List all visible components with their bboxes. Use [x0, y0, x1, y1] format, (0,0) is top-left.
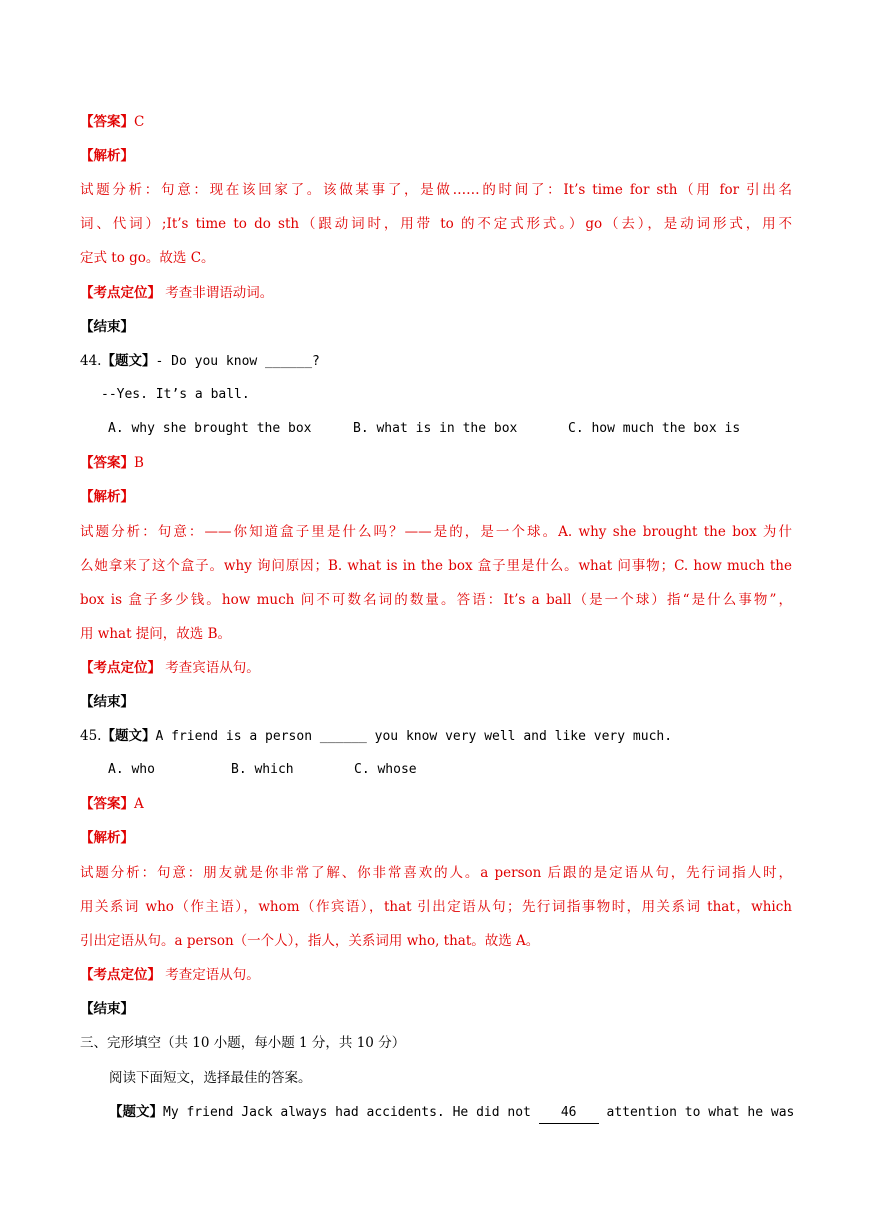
answer-label: 【答案】 [80, 114, 134, 130]
end-marker: 【结束】 [80, 319, 134, 335]
passage-line [109, 1102, 795, 1124]
end-marker: 【结束】 [80, 1001, 134, 1017]
question-tag: 【题文】 [101, 728, 156, 744]
answer-line [80, 453, 792, 473]
point-label: 【考点定位】 [80, 285, 161, 301]
answer-value: B [134, 455, 144, 471]
analysis-text-line: 试题分析：句意：——你知道盒子里是什么吗？——是的，是一个球。A. why she brought the box 为什 [80, 524, 792, 540]
passage-text: My friend Jack always had accidents. He did not [163, 1105, 539, 1120]
question-45-options [108, 760, 820, 780]
analysis-text-line: 用 what 提问，故选 B。 [80, 626, 232, 642]
passage-text-continued: attention to what he was [598, 1105, 795, 1120]
analysis-label: 【解析】 [80, 830, 134, 846]
cloze-blank-46[interactable]: 46 [539, 1103, 599, 1124]
question-44-reply: --Yes. It’s a ball. [101, 387, 250, 402]
option-c: C. whose [354, 762, 417, 777]
question-text: - Do you know ______? [155, 354, 320, 369]
analysis-text-line: 定式 to go。故选 C。 [80, 250, 215, 266]
option-c: C. how much the box is [568, 421, 741, 436]
answer-line [80, 112, 792, 132]
point-label: 【考点定位】 [80, 660, 161, 676]
question-number: 45. [80, 728, 102, 744]
answer-label: 【答案】 [80, 796, 134, 812]
answer-value: C [134, 114, 145, 130]
section-title: 三、完形填空（共 10 小题，每小题 1 分，共 10 分） [80, 1035, 406, 1051]
option-a: A. why she brought the box [108, 421, 312, 436]
question-44-options [108, 419, 820, 439]
option-a: A. who [108, 762, 155, 777]
question-44-stem [80, 351, 792, 372]
point-text: 考查非谓语动词。 [161, 285, 274, 301]
option-b: B. what is in the box [353, 421, 518, 436]
point-line [80, 965, 792, 985]
option-b: B. which [231, 762, 294, 777]
question-45-stem [80, 726, 792, 747]
point-line [80, 283, 792, 303]
analysis-text-line: 试题分析：句意：朋友就是你非常了解、你非常喜欢的人。a person 后跟的是定语从句，先行词指人时， [80, 865, 792, 881]
end-marker: 【结束】 [80, 694, 134, 710]
answer-label: 【答案】 [80, 455, 134, 471]
question-text: A friend is a person ______ you know very well and like very much. [155, 729, 673, 744]
answer-line [80, 794, 792, 814]
analysis-text-line: 用关系词 who（作主语），whom（作宾语），that 引出定语从句；先行词指事物时，用关系词 that，which [80, 899, 792, 915]
analysis-text-line: 词、代词）;It’s time to do sth（跟动词时，用带 to 的不定式形式。）go（去），是动词形式，用不 [80, 216, 792, 232]
passage-tag: 【题文】 [109, 1104, 163, 1120]
point-text: 考查定语从句。 [161, 967, 260, 983]
point-text: 考查宾语从句。 [161, 660, 260, 676]
point-label: 【考点定位】 [80, 967, 161, 983]
point-line [80, 658, 792, 678]
question-tag: 【题文】 [101, 353, 156, 369]
question-number: 44. [80, 353, 102, 369]
analysis-text-line: 引出定语从句。a person（一个人），指人，关系词用 who, that。故选 A。 [80, 933, 540, 949]
analysis-label: 【解析】 [80, 489, 134, 505]
analysis-text-line: 么她拿来了这个盒子。why 询问原因；B. what is in the box 盒子里是什么。what 问事物；C. how much the [80, 558, 792, 574]
analysis-text-line: box is 盒子多少钱。how much 问不可数名词的数量。答语：It’s a ball（是一个球）指“是什么事物”， [80, 592, 792, 608]
analysis-text-line: 试题分析：句意：现在该回家了。该做某事了，是做……的时间了：It’s time for sth（用 for 引出名 [80, 182, 792, 198]
analysis-label: 【解析】 [80, 148, 134, 164]
section-instruction: 阅读下面短文，选择最佳的答案。 [109, 1070, 312, 1086]
answer-value: A [134, 796, 144, 812]
